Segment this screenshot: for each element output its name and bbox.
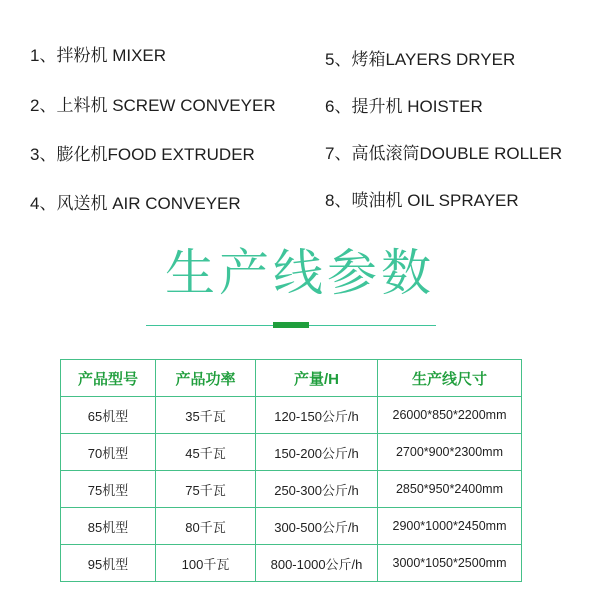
equipment-item-number: 1、	[30, 46, 57, 65]
equipment-item-cn: 风送机	[56, 194, 108, 213]
equipment-item-number: 8、	[325, 191, 352, 210]
equipment-item-number: 4、	[30, 194, 57, 213]
cell-output: 300-500公斤/h	[256, 508, 378, 545]
cell-power: 100千瓦	[156, 545, 256, 582]
equipment-item-number: 5、	[325, 50, 352, 69]
equipment-item-cn: 提升机	[351, 97, 403, 116]
header-model: 产品型号	[61, 360, 156, 397]
table-row	[61, 508, 522, 545]
equipment-item-1	[30, 45, 166, 67]
header-line-size: 生产线尺寸	[378, 360, 522, 397]
cell-line-size: 3000*1050*2500mm	[378, 545, 522, 582]
section-title: 生产线参数	[165, 244, 435, 302]
table-row	[61, 434, 522, 471]
equipment-item-3	[30, 144, 255, 166]
equipment-item-cn: 喷油机	[351, 191, 403, 210]
equipment-item-6	[325, 96, 483, 118]
cell-output: 250-300公斤/h	[256, 471, 378, 508]
cell-model: 85机型	[61, 508, 156, 545]
equipment-list	[0, 0, 600, 230]
equipment-item-en: SCREW CONVEYER	[107, 96, 276, 115]
equipment-item-cn: 高低滚筒	[351, 144, 420, 163]
equipment-item-cn: 拌粉机	[56, 46, 108, 65]
cell-power: 80千瓦	[156, 508, 256, 545]
equipment-item-cn: 膨化机	[56, 145, 108, 164]
equipment-item-cn: 烤箱	[351, 50, 386, 69]
table-row	[61, 471, 522, 508]
title-divider-accent	[273, 322, 309, 328]
cell-line-size: 2700*900*2300mm	[378, 434, 522, 471]
cell-line-size: 26000*850*2200mm	[378, 397, 522, 434]
equipment-item-en: OIL SPRAYER	[402, 191, 519, 210]
equipment-item-number: 7、	[325, 144, 352, 163]
cell-power: 75千瓦	[156, 471, 256, 508]
equipment-item-en: FOOD EXTRUDER	[107, 145, 255, 164]
cell-output: 800-1000公斤/h	[256, 545, 378, 582]
cell-power: 45千瓦	[156, 434, 256, 471]
cell-model: 75机型	[61, 471, 156, 508]
equipment-item-en: AIR CONVEYER	[107, 194, 241, 213]
cell-power: 35千瓦	[156, 397, 256, 434]
table-header-row	[61, 360, 522, 397]
equipment-item-number: 3、	[30, 145, 57, 164]
cell-output: 150-200公斤/h	[256, 434, 378, 471]
equipment-item-cn: 上料机	[56, 96, 108, 115]
header-power: 产品功率	[156, 360, 256, 397]
equipment-item-en: DOUBLE ROLLER	[419, 144, 563, 163]
equipment-item-number: 6、	[325, 97, 352, 116]
cell-model: 70机型	[61, 434, 156, 471]
equipment-item-4	[30, 193, 241, 215]
equipment-item-7	[325, 143, 562, 165]
header-output: 产量/H	[256, 360, 378, 397]
cell-line-size: 2900*1000*2450mm	[378, 508, 522, 545]
equipment-item-en: MIXER	[107, 46, 167, 65]
cell-output: 120-150公斤/h	[256, 397, 378, 434]
cell-model: 65机型	[61, 397, 156, 434]
equipment-item-number: 2、	[30, 96, 57, 115]
equipment-item-en: LAYERS DRYER	[385, 50, 516, 69]
equipment-item-5	[325, 49, 515, 71]
equipment-item-en: HOISTER	[402, 97, 483, 116]
cell-line-size: 2850*950*2400mm	[378, 471, 522, 508]
table-row	[61, 397, 522, 434]
spec-table	[60, 359, 522, 582]
equipment-item-8	[325, 190, 519, 212]
cell-model: 95机型	[61, 545, 156, 582]
equipment-item-2	[30, 95, 276, 117]
table-row	[61, 545, 522, 582]
